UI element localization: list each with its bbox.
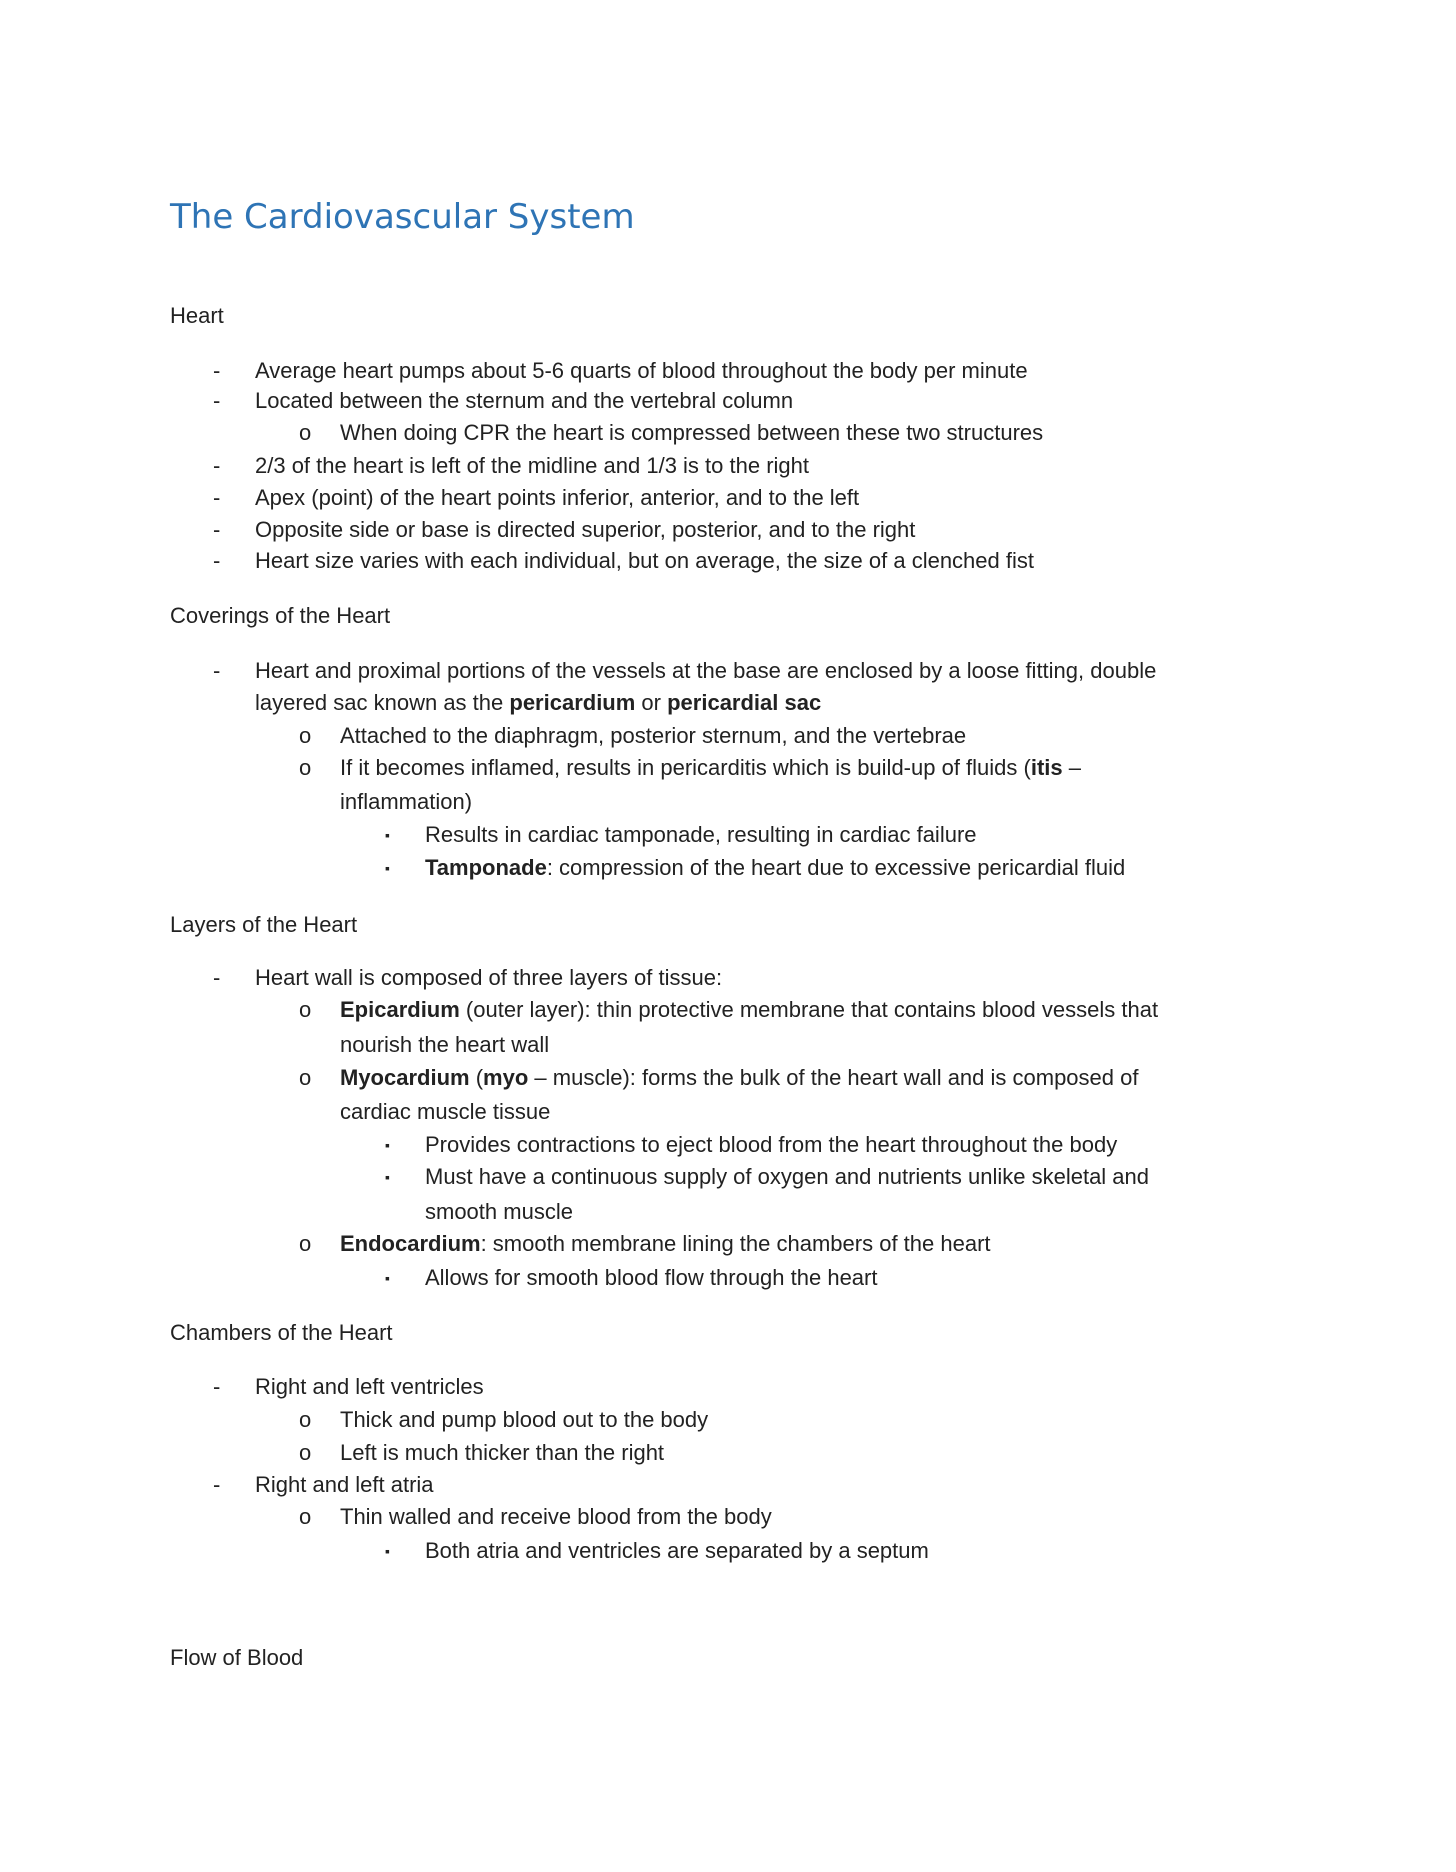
list-item-continuation: nourish the heart wall [340,1032,550,1057]
list-item-continuation: smooth muscle [425,1199,573,1224]
list-item: Thick and pump blood out to the body [340,1407,709,1432]
list-item: Must have a continuous supply of oxygen and nutrients unlike skeletal and [425,1164,1150,1189]
list-item: Average heart pumps about 5-6 quarts of blood throughout the body per minute [255,358,1028,383]
dash-bullet: - [213,965,221,990]
section-heading-flow: Flow of Blood [170,1645,304,1670]
circle-bullet: o [299,1407,312,1432]
dash-bullet: - [213,1374,221,1399]
square-bullet: ▪ [385,1270,390,1286]
list-item: When doing CPR the heart is compressed between these two structures [340,420,1044,445]
list-item: Endocardium: smooth membrane lining the chambers of the heart [340,1231,991,1256]
dash-bullet: - [213,485,221,510]
dash-bullet: - [213,548,221,573]
list-item: Apex (point) of the heart points inferior, anterior, and to the left [255,485,860,510]
list-item: Attached to the diaphragm, posterior sternum, and the vertebrae [340,723,967,748]
list-item: Provides contractions to eject blood from the heart throughout the body [425,1132,1118,1157]
circle-bullet: o [299,755,312,780]
section-heading-coverings: Coverings of the Heart [170,603,391,628]
list-item-continuation: layered sac known as the pericardium or pericardial sac [255,690,822,715]
dash-bullet: - [213,358,221,383]
dash-bullet: - [213,453,221,478]
square-bullet: ▪ [385,1543,390,1559]
list-item: Tamponade: compression of the heart due to excessive pericardial fluid [425,855,1126,880]
list-item: Heart and proximal portions of the vessels at the base are enclosed by a loose fitting, double [255,658,1157,683]
square-bullet: ▪ [385,827,390,843]
list-item: If it becomes inflamed, results in pericarditis which is build-up of fluids (itis – [340,755,1081,780]
list-item: Right and left atria [255,1472,434,1497]
square-bullet: ▪ [385,1169,390,1185]
section-heading-chambers: Chambers of the Heart [170,1320,393,1345]
list-item: Myocardium (myo – muscle): forms the bulk of the heart wall and is composed of [340,1065,1139,1090]
circle-bullet: o [299,997,312,1022]
list-item: 2/3 of the heart is left of the midline and 1/3 is to the right [255,453,809,478]
list-item: Allows for smooth blood flow through the heart [425,1265,878,1290]
dash-bullet: - [213,658,221,683]
list-item: Left is much thicker than the right [340,1440,665,1465]
list-item: Thin walled and receive blood from the body [340,1504,772,1529]
list-item: Heart wall is composed of three layers of tissue: [255,965,723,990]
section-heading-layers: Layers of the Heart [170,912,358,937]
square-bullet: ▪ [385,1137,390,1153]
list-item: Located between the sternum and the vertebral column [255,388,794,413]
section-heading-heart: Heart [170,303,224,328]
dash-bullet: - [213,1472,221,1497]
list-item-continuation: inflammation) [340,789,473,814]
list-item: Both atria and ventricles are separated by a septum [425,1538,929,1563]
list-item: Opposite side or base is directed superior, posterior, and to the right [255,517,916,542]
list-item: Right and left ventricles [255,1374,484,1399]
list-item-continuation: cardiac muscle tissue [340,1099,551,1124]
circle-bullet: o [299,723,312,748]
list-item: Epicardium (outer layer): thin protective membrane that contains blood vessels that [340,997,1159,1022]
list-item: Results in cardiac tamponade, resulting in cardiac failure [425,822,977,847]
circle-bullet: o [299,420,312,445]
list-item: Heart size varies with each individual, but on average, the size of a clenched fist [255,548,1034,573]
page-title: The Cardiovascular System [170,197,635,237]
circle-bullet: o [299,1440,312,1465]
circle-bullet: o [299,1504,312,1529]
dash-bullet: - [213,388,221,413]
circle-bullet: o [299,1065,312,1090]
square-bullet: ▪ [385,860,390,876]
circle-bullet: o [299,1231,312,1256]
dash-bullet: - [213,517,221,542]
